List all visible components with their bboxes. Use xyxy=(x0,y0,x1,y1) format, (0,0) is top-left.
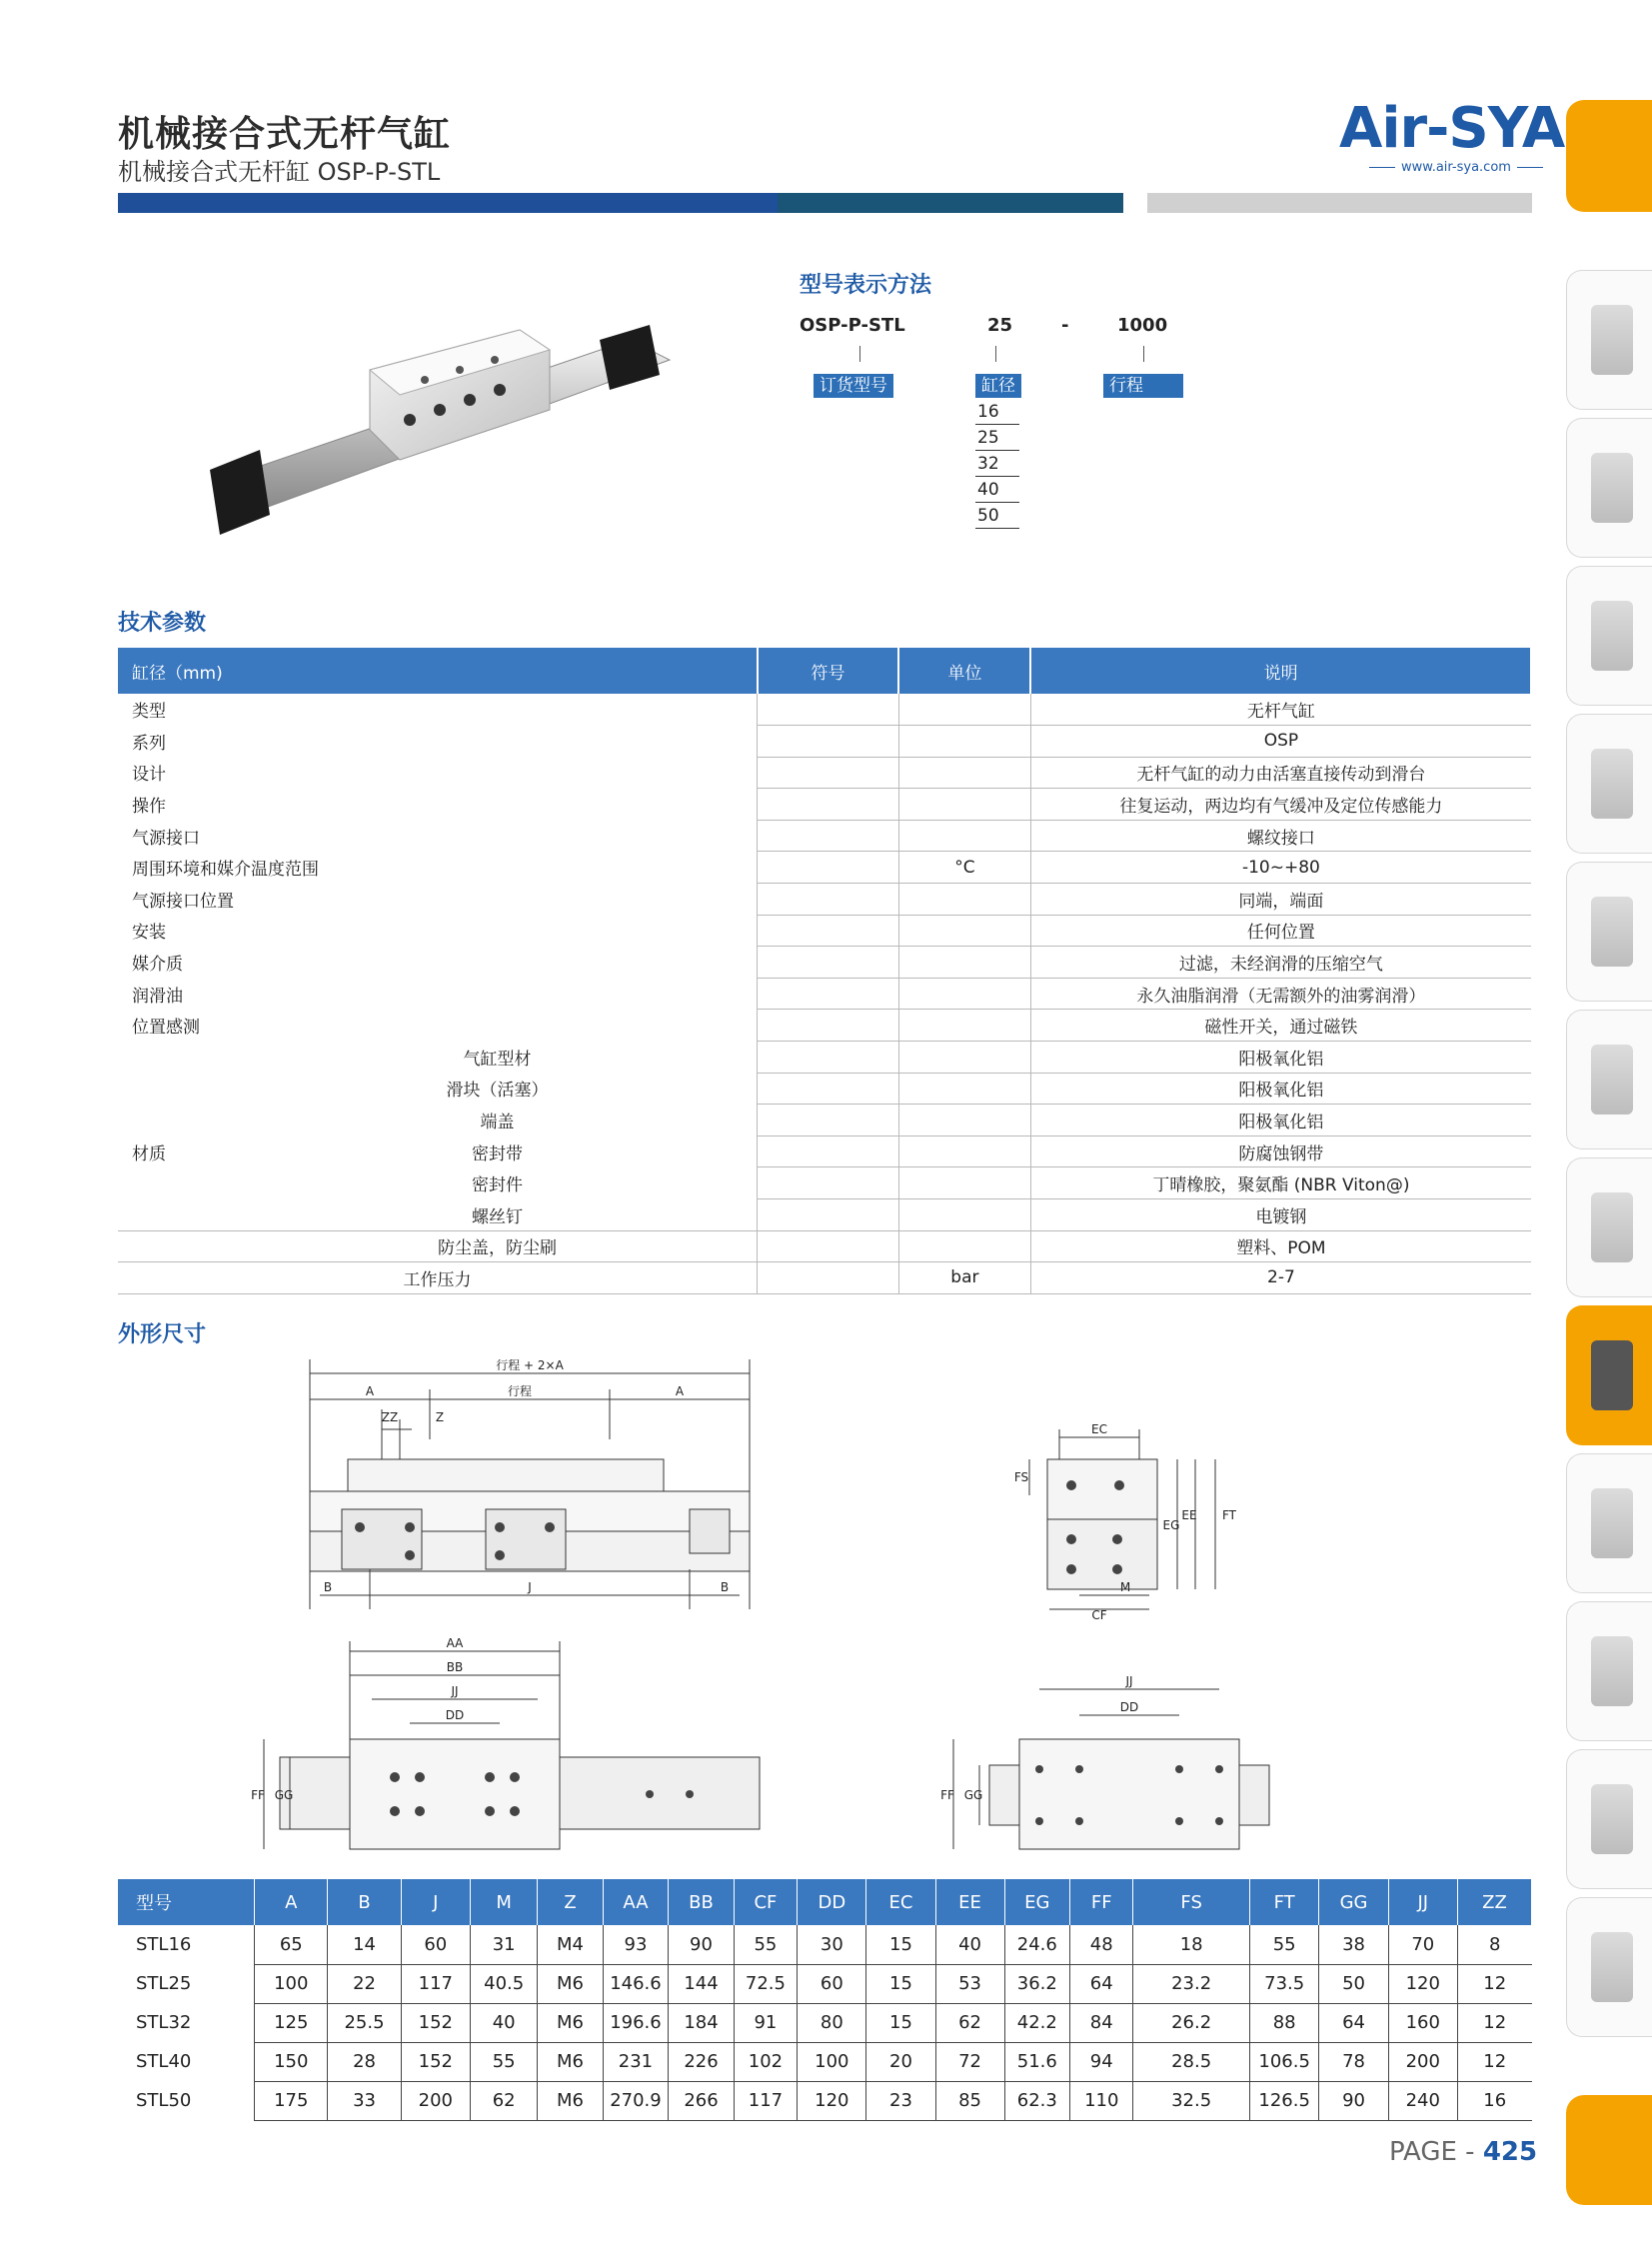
dim-cell: 12 xyxy=(1457,2042,1531,2081)
dim-cell: 106.5 xyxy=(1249,2042,1319,2081)
dim-cell: 78 xyxy=(1319,2042,1388,2081)
col-header: EG xyxy=(1004,1879,1069,1925)
param-desc: 无杆气缸 xyxy=(1030,694,1531,726)
material-desc: 丁晴橡胶，聚氨酯 (NBR Viton@) xyxy=(1030,1167,1531,1199)
dim-label: EC xyxy=(1091,1422,1107,1436)
param-unit: °C xyxy=(898,852,1030,884)
product-image xyxy=(200,300,700,560)
material-desc: 塑料、POM xyxy=(1030,1230,1531,1262)
dim-cell: 62 xyxy=(935,2003,1004,2042)
model-code-part3: 1000 xyxy=(1117,315,1168,336)
side-tab-gripper[interactable] xyxy=(1566,1453,1652,1593)
table-row xyxy=(118,726,1531,758)
dim-label: EE xyxy=(1181,1508,1197,1522)
dim-cell: M6 xyxy=(538,2003,603,2042)
dim-cell: 51.6 xyxy=(1004,2042,1069,2081)
dim-cell: 94 xyxy=(1070,2042,1133,2081)
side-tab-fitting[interactable] xyxy=(1566,566,1652,706)
dim-label: 行程 + 2×A xyxy=(496,1359,564,1372)
dim-label: B xyxy=(720,1580,730,1594)
dim-cell: 62 xyxy=(470,2081,537,2120)
dim-label: DD xyxy=(445,1708,465,1722)
lubricator-icon xyxy=(1591,453,1633,523)
col-header: 型号 xyxy=(118,1879,255,1925)
dim-cell: 33 xyxy=(328,2081,401,2120)
param-name: 气源接口位置 xyxy=(132,891,234,912)
dim-cell: 70 xyxy=(1388,1925,1457,1964)
material-desc: 阳极氧化铝 xyxy=(1030,1042,1531,1074)
table-row xyxy=(118,2003,1532,2042)
table-row xyxy=(118,1964,1532,2003)
side-tab-valve[interactable] xyxy=(1566,714,1652,854)
silencer-icon xyxy=(1591,1784,1633,1854)
model-code-part1: OSP-P-STL xyxy=(800,315,905,336)
table-row xyxy=(118,757,1531,789)
dim-cell: 175 xyxy=(255,2081,328,2120)
param-name: 设计 xyxy=(132,765,166,786)
pressure-desc: 2-7 xyxy=(1030,1262,1531,1294)
dim-cell: 40.5 xyxy=(470,1964,537,2003)
dim-cell: 24.6 xyxy=(1004,1925,1069,1964)
dim-cell: 91 xyxy=(734,2003,798,2042)
dim-label: DD xyxy=(1119,1700,1139,1714)
bore-option: 16 xyxy=(975,400,1019,425)
dim-cell: 144 xyxy=(669,1964,734,2003)
dim-cell: 126.5 xyxy=(1249,2081,1319,2120)
dim-cell: 15 xyxy=(866,2003,935,2042)
dim-cell: 152 xyxy=(401,2042,470,2081)
dim-label: Z xyxy=(435,1410,445,1424)
valve-icon xyxy=(1591,749,1633,819)
brand-url: www.air-sya.com xyxy=(1363,160,1549,175)
dim-cell: 73.5 xyxy=(1249,1964,1319,2003)
dim-cell: 60 xyxy=(798,1964,866,2003)
material-desc: 阳极氧化铝 xyxy=(1030,1105,1531,1136)
col-header: GG xyxy=(1319,1879,1388,1925)
material-name: 防尘盖，防尘刷 xyxy=(118,1230,758,1262)
param-unit xyxy=(898,694,1030,726)
col-header: JJ xyxy=(1388,1879,1457,1925)
pipe-icon xyxy=(1591,1636,1633,1706)
param-unit xyxy=(898,947,1030,979)
dim-cell: 200 xyxy=(401,2081,470,2120)
page-number xyxy=(1389,2137,1537,2167)
dim-cell: 14 xyxy=(328,1925,401,1964)
dim-cell: 196.6 xyxy=(603,2003,669,2042)
col-header: EE xyxy=(935,1879,1004,1925)
dim-cell: 240 xyxy=(1388,2081,1457,2120)
dim-cell: 72.5 xyxy=(734,1964,798,2003)
dim-label: M xyxy=(1119,1580,1131,1594)
brand-logo: Air-SYA xyxy=(1339,96,1565,161)
side-tab-actuator[interactable] xyxy=(1566,1010,1652,1149)
table-row xyxy=(118,1010,1531,1042)
table-row xyxy=(118,1073,1531,1105)
dim-cell: 30 xyxy=(798,1925,866,1964)
bore-option: 40 xyxy=(975,478,1019,503)
pressure-unit: bar xyxy=(898,1262,1030,1294)
material-label: 材质 xyxy=(132,1143,166,1164)
table-row xyxy=(118,1230,1531,1262)
dim-label: 行程 xyxy=(507,1384,533,1398)
top-view-drawing xyxy=(250,1629,770,1859)
dim-cell: M4 xyxy=(538,1925,603,1964)
top-view-drawing-2 xyxy=(939,1669,1279,1859)
table-row xyxy=(118,852,1531,884)
dim-cell: 23.2 xyxy=(1133,1964,1249,2003)
table-row xyxy=(118,2042,1532,2081)
dim-cell: 266 xyxy=(669,2081,734,2120)
page-title: 机械接合式无杆气缸 xyxy=(118,114,452,155)
dim-cell: 64 xyxy=(1319,2003,1388,2042)
material-name: 密封带 xyxy=(472,1143,524,1164)
table-row xyxy=(118,1262,1531,1294)
model-tick-2 xyxy=(995,346,996,362)
dim-cell: 270.9 xyxy=(603,2081,669,2120)
col-header: M xyxy=(470,1879,537,1925)
material-name: 端盖 xyxy=(480,1113,515,1133)
dim-cell: 25.5 xyxy=(328,2003,401,2042)
table-row xyxy=(118,694,1531,726)
dim-cell: 8 xyxy=(1457,1925,1531,1964)
param-name: 位置感测 xyxy=(132,1018,200,1039)
dim-cell: 12 xyxy=(1457,2003,1531,2042)
dim-cell: 85 xyxy=(935,2081,1004,2120)
table-row xyxy=(118,1167,1531,1199)
dim-cell: M6 xyxy=(538,1964,603,2003)
dim-cell: 117 xyxy=(401,1964,470,2003)
dim-cell: 88 xyxy=(1249,2003,1319,2042)
dim-cell: 18 xyxy=(1133,1925,1249,1964)
dim-cell: 152 xyxy=(401,2003,470,2042)
dim-cell: 93 xyxy=(603,1925,669,1964)
dim-cell: 120 xyxy=(1388,1964,1457,2003)
dim-label: FT xyxy=(1221,1508,1237,1522)
col-header: FT xyxy=(1249,1879,1319,1925)
model-tick-1 xyxy=(859,346,860,362)
table-row xyxy=(118,789,1531,821)
param-desc: OSP xyxy=(1030,726,1531,758)
dim-label: FF xyxy=(940,1788,954,1802)
param-desc: 往复运动，两边均有气缓冲及定位传感能力 xyxy=(1030,789,1531,821)
col-header: 说明 xyxy=(1030,648,1531,694)
dim-cell: 31 xyxy=(470,1925,537,1964)
col-header: 符号 xyxy=(758,648,899,694)
dim-cell: 55 xyxy=(1249,1925,1319,1964)
param-desc: 螺纹接口 xyxy=(1030,820,1531,852)
model-cell: STL40 xyxy=(136,2051,192,2072)
col-header: BB xyxy=(669,1879,734,1925)
param-unit xyxy=(898,884,1030,916)
side-tab-silencer[interactable] xyxy=(1566,1749,1652,1889)
dim-cell: 200 xyxy=(1388,2042,1457,2081)
dim-cell: 40 xyxy=(470,2003,537,2042)
material-desc: 电镀钢 xyxy=(1030,1199,1531,1231)
side-tab-lubricator[interactable] xyxy=(1566,418,1652,558)
dim-cell: 38 xyxy=(1319,1925,1388,1964)
param-unit xyxy=(898,915,1030,947)
page-number-value: 425 xyxy=(1482,2137,1538,2167)
dim-cell: 84 xyxy=(1070,2003,1133,2042)
param-name: 操作 xyxy=(132,797,166,818)
dim-cell: 110 xyxy=(1070,2081,1133,2120)
dim-label: FF xyxy=(251,1788,265,1802)
header-bar-blue xyxy=(118,193,778,213)
bore-option: 25 xyxy=(975,426,1019,451)
col-header: AA xyxy=(603,1879,669,1925)
col-header: 单位 xyxy=(898,648,1030,694)
param-name: 类型 xyxy=(132,702,166,723)
page-label: PAGE - xyxy=(1389,2137,1475,2167)
model-cell: STL25 xyxy=(136,1973,192,1994)
pressure-name: 工作压力 xyxy=(118,1262,758,1294)
dim-cell: 160 xyxy=(1388,2003,1457,2042)
dim-cell: 100 xyxy=(798,2042,866,2081)
param-unit xyxy=(898,1010,1030,1042)
dim-cell: 28.5 xyxy=(1133,2042,1249,2081)
dim-cell: 231 xyxy=(603,2042,669,2081)
dim-cell: 55 xyxy=(470,2042,537,2081)
dim-cell: M6 xyxy=(538,2081,603,2120)
table-row xyxy=(118,947,1531,979)
dim-cell: 53 xyxy=(935,1964,1004,2003)
header-bar-grey xyxy=(1147,193,1532,213)
param-desc: -10~+80 xyxy=(1030,852,1531,884)
param-unit xyxy=(898,820,1030,852)
table-row xyxy=(118,1135,1531,1167)
dim-cell: 64 xyxy=(1070,1964,1133,2003)
dim-cell: 50 xyxy=(1319,1964,1388,2003)
model-tick-3 xyxy=(1143,346,1144,362)
side-tab-cylinder[interactable] xyxy=(1566,1305,1652,1445)
material-name: 螺丝钉 xyxy=(118,1199,758,1231)
param-unit xyxy=(898,978,1030,1010)
param-desc: 任何位置 xyxy=(1030,915,1531,947)
dim-label: FS xyxy=(1013,1470,1029,1484)
dim-cell: 22 xyxy=(328,1964,401,2003)
table-row xyxy=(118,1105,1531,1136)
dim-cell: 28 xyxy=(328,2042,401,2081)
dim-cell: 26.2 xyxy=(1133,2003,1249,2042)
material-desc: 防腐蚀钢带 xyxy=(1030,1135,1531,1167)
dim-cell: 16 xyxy=(1457,2081,1531,2120)
filter-icon xyxy=(1591,305,1633,375)
side-tab-regulator[interactable] xyxy=(1566,1157,1652,1297)
dim-label: AA xyxy=(446,1636,464,1650)
dim-cell: 20 xyxy=(866,2042,935,2081)
dim-cell: 62.3 xyxy=(1004,2081,1069,2120)
param-unit xyxy=(898,757,1030,789)
col-header: J xyxy=(401,1879,470,1925)
dim-label: A xyxy=(675,1384,685,1398)
param-unit xyxy=(898,726,1030,758)
param-name: 安装 xyxy=(132,923,166,944)
material-name: 气缸型材 xyxy=(463,1049,532,1070)
gripper-icon xyxy=(1591,1488,1633,1558)
side-tab-bottom[interactable] xyxy=(1566,2095,1652,2205)
material-name: 密封件 xyxy=(472,1175,524,1196)
col-header: Z xyxy=(538,1879,603,1925)
dim-label: B xyxy=(323,1580,333,1594)
table-row xyxy=(118,978,1531,1010)
side-tab-filter[interactable] xyxy=(1566,270,1652,410)
dim-cell: 42.2 xyxy=(1004,2003,1069,2042)
table-row xyxy=(118,1199,1531,1231)
dim-cell: 23 xyxy=(866,2081,935,2120)
col-header: A xyxy=(255,1879,328,1925)
dim-label: GG xyxy=(274,1788,294,1802)
col-header: DD xyxy=(798,1879,866,1925)
dim-cell: 184 xyxy=(669,2003,734,2042)
model-cell: STL32 xyxy=(136,2012,192,2033)
page-subtitle: 机械接合式无杆缸 OSP-P-STL xyxy=(118,158,441,186)
param-desc: 永久油脂润滑（无需额外的油雾润滑） xyxy=(1030,978,1531,1010)
param-name: 媒介质 xyxy=(132,955,183,976)
dim-cell: 65 xyxy=(255,1925,328,1964)
dim-cell: 72 xyxy=(935,2042,1004,2081)
param-unit xyxy=(898,789,1030,821)
dim-cell: 226 xyxy=(669,2042,734,2081)
tag-order-model: 订货型号 xyxy=(814,374,893,398)
dim-cell: 125 xyxy=(255,2003,328,2042)
dim-cell: M6 xyxy=(538,2042,603,2081)
dim-label: BB xyxy=(446,1660,464,1674)
end-view-drawing xyxy=(999,1419,1239,1619)
fitting-icon xyxy=(1591,601,1633,671)
dim-cell: 32.5 xyxy=(1133,2081,1249,2120)
tag-stroke: 行程 xyxy=(1103,374,1183,398)
model-cell: STL16 xyxy=(136,1934,192,1955)
col-header: FS xyxy=(1133,1879,1249,1925)
dim-label: EG xyxy=(1162,1518,1180,1532)
side-tab-pipe[interactable] xyxy=(1566,1601,1652,1741)
col-header: EC xyxy=(866,1879,935,1925)
col-header: 缸径（mm) xyxy=(118,648,758,694)
header-bar-teal xyxy=(778,193,1123,213)
table-row xyxy=(118,884,1531,916)
dim-cell: 146.6 xyxy=(603,1964,669,2003)
dim-cell: 120 xyxy=(798,2081,866,2120)
tag-bore: 缸径 xyxy=(975,374,1021,398)
table-row xyxy=(118,915,1531,947)
dim-cell: 90 xyxy=(1319,2081,1388,2120)
bore-option: 32 xyxy=(975,452,1019,477)
dim-label: JJ xyxy=(1125,1674,1133,1688)
bore-option: 50 xyxy=(975,504,1019,529)
dim-cell: 55 xyxy=(734,1925,798,1964)
dim-cell: 90 xyxy=(669,1925,734,1964)
dim-label: JJ xyxy=(451,1684,459,1698)
dim-cell: 80 xyxy=(798,2003,866,2042)
solenoid-icon xyxy=(1591,897,1633,967)
cylinder-icon xyxy=(1591,1340,1633,1410)
dim-cell: 60 xyxy=(401,1925,470,1964)
dim-label: GG xyxy=(963,1788,983,1802)
model-code-dash: - xyxy=(1061,315,1069,336)
param-desc: 无杆气缸的动力由活塞直接传动到滑台 xyxy=(1030,757,1531,789)
param-desc: 磁性开关，通过磁铁 xyxy=(1030,1010,1531,1042)
param-name: 周围环境和媒介温度范围 xyxy=(132,860,319,881)
material-name: 滑块（活塞） xyxy=(446,1081,549,1102)
table-row xyxy=(118,820,1531,852)
param-desc: 过滤，未经润滑的压缩空气 xyxy=(1030,947,1531,979)
col-header: ZZ xyxy=(1457,1879,1531,1925)
param-desc: 同端，端面 xyxy=(1030,884,1531,916)
dim-label: CF xyxy=(1091,1608,1107,1619)
model-code-title: 型号表示方法 xyxy=(800,273,932,298)
side-tab-solenoid[interactable] xyxy=(1566,862,1652,1002)
dim-label: ZZ xyxy=(381,1410,399,1424)
tech-params-table xyxy=(118,648,1532,1294)
dimensions-table xyxy=(118,1879,1532,2121)
dim-cell: 40 xyxy=(935,1925,1004,1964)
pump-icon xyxy=(1591,1932,1633,2002)
dim-cell: 15 xyxy=(866,1964,935,2003)
dim-cell: 12 xyxy=(1457,1964,1531,2003)
tech-params-title: 技术参数 xyxy=(118,611,207,636)
side-tab-pump[interactable] xyxy=(1566,1897,1652,2037)
param-name: 系列 xyxy=(132,733,166,754)
table-row xyxy=(118,1925,1532,1964)
material-desc: 阳极氧化铝 xyxy=(1030,1073,1531,1105)
dim-cell: 36.2 xyxy=(1004,1964,1069,2003)
side-tab-top[interactable] xyxy=(1566,100,1652,212)
actuator-icon xyxy=(1591,1045,1633,1115)
dim-label: J xyxy=(528,1580,532,1594)
param-name: 润滑油 xyxy=(132,986,183,1007)
col-header: B xyxy=(328,1879,401,1925)
table-row xyxy=(118,1042,1531,1074)
col-header: FF xyxy=(1070,1879,1133,1925)
param-name: 气源接口 xyxy=(132,828,200,849)
dim-cell: 15 xyxy=(866,1925,935,1964)
side-view-drawing xyxy=(300,1359,760,1629)
dimensions-title: 外形尺寸 xyxy=(118,1322,207,1347)
dim-cell: 102 xyxy=(734,2042,798,2081)
dim-cell: 150 xyxy=(255,2042,328,2081)
table-row xyxy=(118,2081,1532,2120)
dim-cell: 48 xyxy=(1070,1925,1133,1964)
dim-label: A xyxy=(365,1384,375,1398)
col-header: CF xyxy=(734,1879,798,1925)
regulator-icon xyxy=(1591,1192,1633,1262)
dim-cell: 100 xyxy=(255,1964,328,2003)
model-code-part2: 25 xyxy=(987,315,1013,336)
dim-cell: 117 xyxy=(734,2081,798,2120)
model-cell: STL50 xyxy=(136,2090,192,2111)
